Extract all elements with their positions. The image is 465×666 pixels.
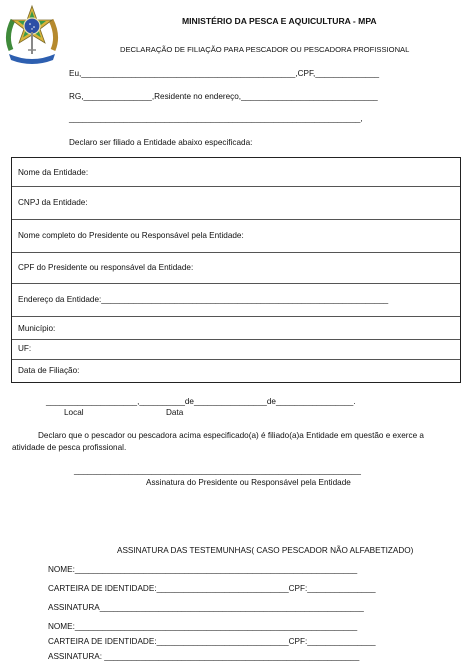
brazil-coat-of-arms-icon	[3, 2, 61, 68]
witnesses-title: ASSINATURA DAS TESTEMUNHAS( CASO PESCADOR NÃO ALFABETIZADO)	[117, 546, 414, 555]
form-row-presidente-nome: Nome completo do Presidente ou Responsável pela Entidade:	[12, 219, 460, 253]
intro-line-address-continued: ________________________________________________________________,	[69, 114, 363, 123]
witness-1-name-line: NOME:______________________________________________________________	[48, 565, 358, 574]
intro-line-rg-address: RG,_______________,Residente no endereço,______________________________	[69, 92, 378, 101]
form-row-endereco: Endereço da Entidade:_______________________________________________________________	[12, 283, 460, 317]
document-title: MINISTÉRIO DA PESCA E AQUICULTURA - MPA	[182, 16, 377, 26]
form-row-presidente-cpf: CPF do Presidente ou responsável da Entidade:	[12, 252, 460, 284]
president-signature-line: _______________________________________________________________	[74, 466, 361, 475]
intro-line-name-cpf: Eu,_______________________________________________,CPF,______________	[69, 69, 380, 78]
declaration-paragraph: Declaro que o pescador ou pescadora acima especificado(a) é filiado(a)a Entidade em questão e exerce a atividade de pesca profissional.	[12, 431, 424, 452]
witness-1-signature-line: ASSINATURA__________________________________________________________	[48, 603, 364, 612]
form-row-uf: UF:	[12, 339, 460, 360]
witness-1-id-cpf-line: CARTEIRA DE IDENTIDADE:_____________________________CPF:_______________	[48, 584, 376, 593]
form-row-data-filiacao: Data de Filiação:	[18, 366, 80, 375]
witness-2-name-line: NOME:______________________________________________________________	[48, 622, 358, 631]
document-subtitle: DECLARAÇÃO DE FILIAÇÃO PARA PESCADOR OU PESCADORA PROFISSIONAL	[120, 45, 410, 54]
president-signature-label: Assinatura do Presidente ou Responsável pela Entidade	[146, 478, 351, 487]
local-label: Local	[64, 408, 84, 417]
witness-2-signature-line: ASSINATURA: ________________________________________________________	[48, 652, 360, 661]
place-date-line: ____________________,__________de________________de_________________.	[46, 397, 356, 406]
form-row-cnpj: CNPJ da Entidade:	[12, 186, 460, 220]
declaro-filiado-text: Declaro ser filiado a Entidade abaixo especificada:	[69, 138, 253, 147]
form-row-municipio: Município:	[12, 316, 460, 340]
form-row-nome-entidade: Nome da Entidade:	[12, 158, 460, 187]
data-label: Data	[166, 408, 184, 417]
witness-2-id-cpf-line: CARTEIRA DE IDENTIDADE:_____________________________CPF:_______________	[48, 637, 376, 646]
entity-form-table	[11, 157, 461, 383]
